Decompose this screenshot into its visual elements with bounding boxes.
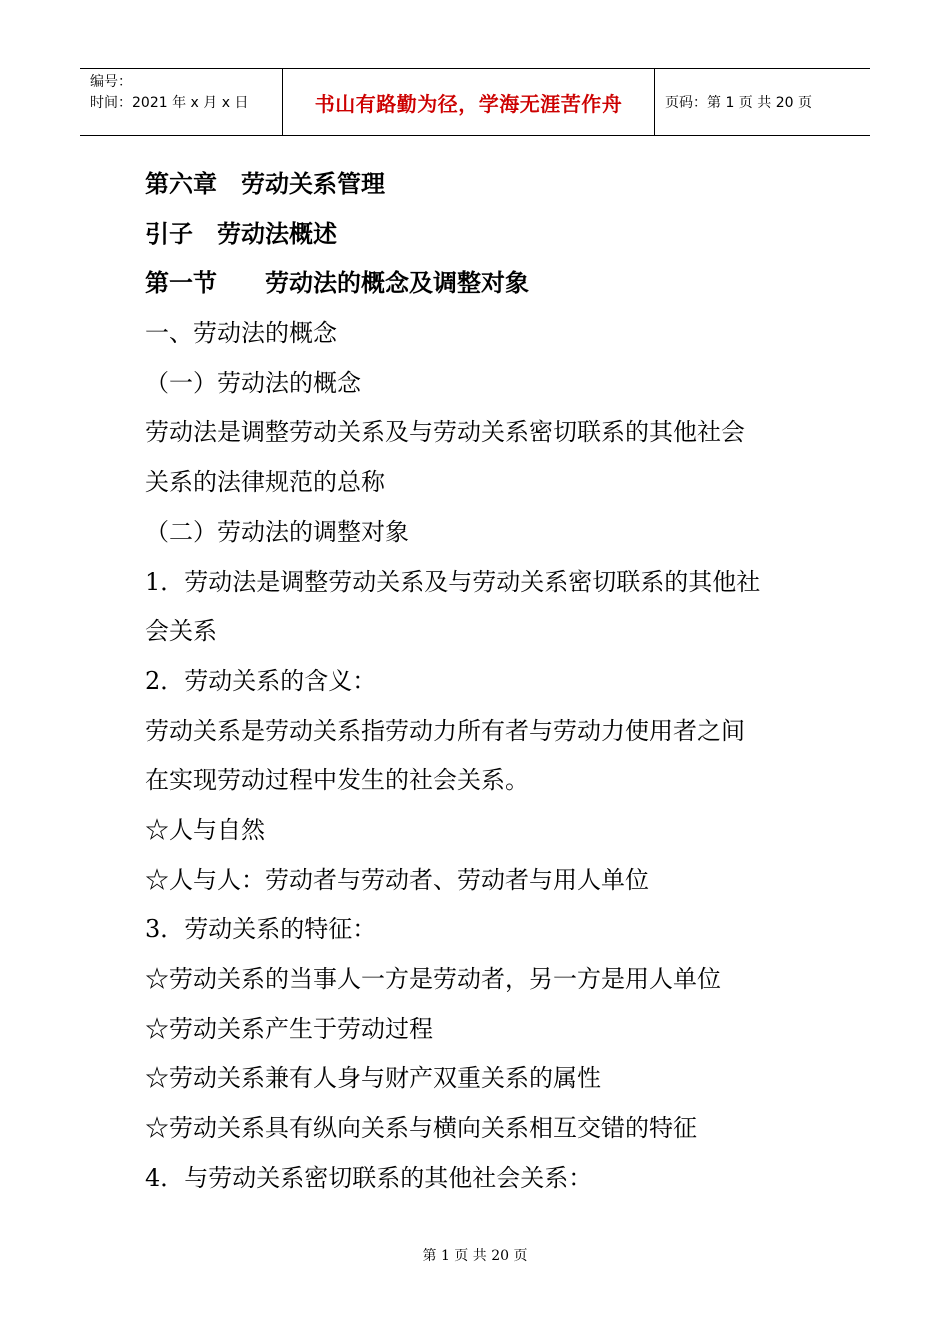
bullet-item: ☆劳动关系产生于劳动过程	[145, 1014, 433, 1043]
paragraph-line: （二）劳动法的调整对象	[145, 517, 409, 546]
header-motto-cell	[282, 69, 655, 135]
paragraph-line: 在实现劳动过程中发生的社会关系。	[145, 766, 529, 795]
paragraph-line: 关系的法律规范的总称	[145, 468, 385, 497]
paragraph-line: 1．劳动法是调整劳动关系及与劳动关系密切联系的其他社	[145, 567, 761, 596]
paragraph-line: 会关系	[145, 617, 217, 646]
bullet-item: ☆人与自然	[145, 815, 265, 844]
page-footer	[0, 1245, 950, 1265]
page-header	[80, 68, 870, 136]
paragraph-line: 3．劳动关系的特征：	[145, 915, 377, 944]
subsection-heading: 一、劳动法的概念	[145, 319, 337, 348]
document-body	[145, 160, 835, 1203]
header-page-info: 页码：第 1 页 共 20 页	[665, 95, 812, 111]
paragraph-line: 劳动关系是劳动关系指劳动力所有者与劳动力使用者之间	[145, 716, 745, 745]
section-heading: 第一节 劳动法的概念及调整对象	[145, 269, 529, 298]
footer-page-number: 第 1 页 共 20 页	[422, 1248, 528, 1264]
paragraph-line: （一）劳动法的概念	[145, 368, 361, 397]
time-label: 时间：2021 年 x 月 x 日	[90, 95, 249, 111]
paragraph-line: 2．劳动关系的含义：	[145, 666, 377, 695]
paragraph-line: 4．与劳动关系密切联系的其他社会关系：	[145, 1163, 593, 1192]
bullet-item: ☆人与人：劳动者与劳动者、劳动者与用人单位	[145, 865, 649, 894]
motto-text: 书山有路勤为径，学海无涯苦作舟	[314, 91, 623, 116]
bullet-item: ☆劳动关系兼有人身与财产双重关系的属性	[145, 1064, 601, 1093]
bullet-item: ☆劳动关系的当事人一方是劳动者，另一方是用人单位	[145, 965, 721, 993]
header-meta-cell	[80, 69, 282, 135]
bullet-item: ☆劳动关系具有纵向关系与横向关系相互交错的特征	[145, 1114, 697, 1143]
header-page-cell	[655, 69, 870, 135]
intro-heading: 引子 劳动法概述	[145, 219, 337, 248]
chapter-title: 第六章 劳动关系管理	[145, 170, 385, 198]
paragraph-line: 劳动法是调整劳动关系及与劳动关系密切联系的其他社会	[145, 418, 745, 447]
number-label: 编号：	[90, 74, 132, 90]
